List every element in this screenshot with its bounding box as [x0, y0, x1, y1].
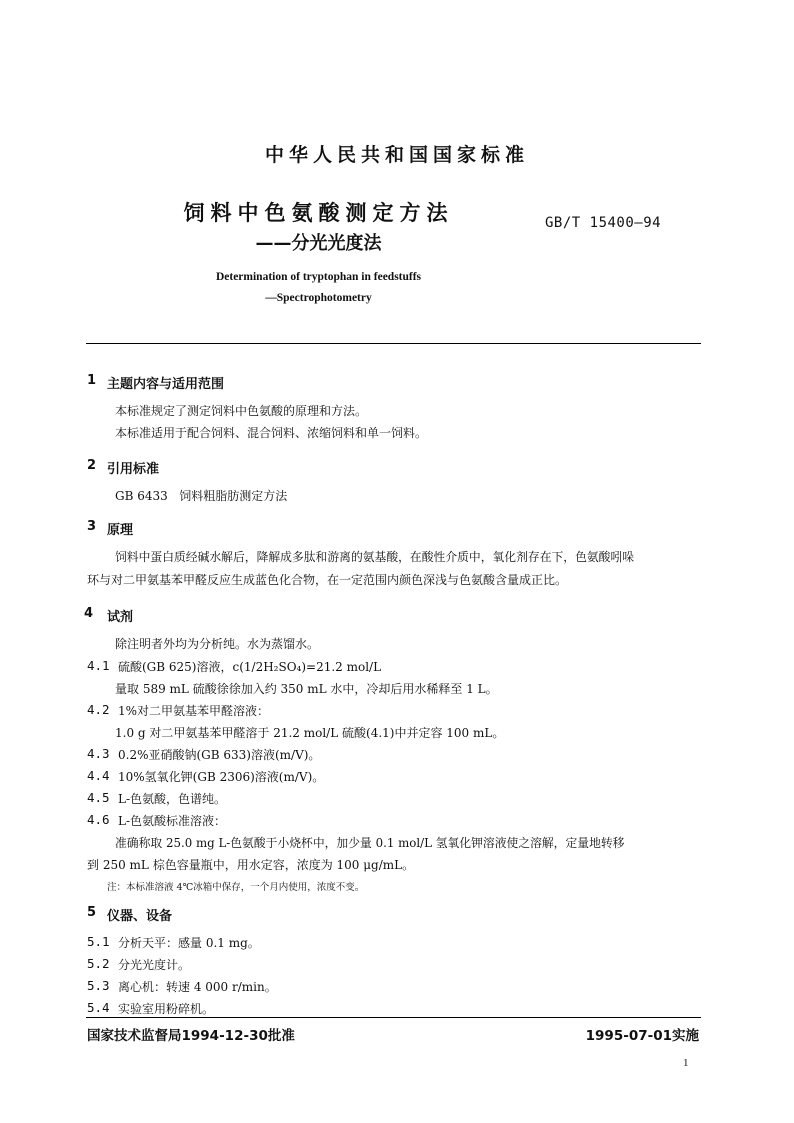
approval-date: 国家技术监督局1994-12-30批准	[87, 1028, 295, 1044]
item-number: 4.6	[87, 812, 110, 827]
section-2-number: 2	[87, 458, 97, 473]
item-number: 5.3	[87, 978, 110, 993]
item-number: 4.4	[87, 768, 110, 783]
item-text: 1%对二甲氨基苯甲醛溶液：	[118, 704, 270, 718]
english-title: Determination of tryptophan in feedstuffs	[215, 271, 422, 283]
item-number: 4.5	[87, 790, 110, 805]
footer-divider	[86, 1017, 701, 1018]
english-subtitle: —Spectrophotometry	[265, 292, 372, 304]
item-detail: 量取 589 mL 硫酸徐徐加入约 350 mL 水中，冷却后用水稀释至 1 L。	[115, 682, 498, 696]
item-number: 5.1	[87, 934, 110, 949]
storage-note: 注：本标准溶液 4℃冰箱中保存，一个月内使用，浓度不变。	[107, 882, 365, 893]
item-detail: 准确称取 25.0 mg L-色氨酸于小烧杯中，加少量 0.1 mol/L 氢氧化钾溶液使之溶解，定量地转移	[115, 836, 625, 850]
item-number: 5.4	[87, 1000, 110, 1015]
referenced-standard: GB 6433 饲料粗脂肪测定方法	[115, 489, 288, 503]
section-4-number: 4	[84, 606, 94, 621]
item-number: 4.3	[87, 746, 110, 761]
item-text: 硫酸(GB 625)溶液，c(1/2H₂SO₄)=21.2 mol/L	[118, 660, 382, 674]
reagent-intro: 除注明者外均为分析纯。水为蒸馏水。	[115, 637, 320, 651]
item-text: L-色氨酸标准溶液：	[118, 814, 227, 828]
section-1-paragraph: 本标准适用于配合饲料、混合饲料、浓缩饲料和单一饲料。	[115, 426, 428, 440]
item-text: 0.2%亚硝酸钠(GB 633)溶液(m/V)。	[118, 748, 321, 762]
section-4-heading: 试剂	[107, 610, 134, 625]
item-detail: 到 250 mL 棕色容量瓶中，用水定容，浓度为 100 μg/mL。	[87, 858, 415, 872]
item-text: 离心机：转速 4 000 r/min。	[118, 980, 277, 994]
section-5-heading: 仪器、设备	[107, 909, 173, 924]
item-detail: 1.0 g 对二甲氨基苯甲醛溶于 21.2 mol/L 硫酸(4.1)中并定容 100 mL。	[115, 726, 505, 740]
document-subtitle: ——分光光度法	[255, 233, 382, 254]
standard-number: GB/T 15400—94	[545, 215, 662, 231]
effective-date: 1995-07-01实施	[585, 1028, 699, 1044]
item-text: 实验室用粉碎机。	[118, 1002, 215, 1016]
section-3-heading: 原理	[107, 523, 134, 538]
item-number: 5.2	[87, 956, 110, 971]
issuing-organization: 中华人民共和国国家标准	[264, 144, 529, 166]
section-1-number: 1	[87, 373, 97, 388]
section-5-number: 5	[87, 905, 97, 920]
section-3-paragraph: 饲料中蛋白质经碱水解后，降解成多肽和游离的氨基酸，在酸性介质中，氧化剂存在下，色氨酸吲哚	[115, 550, 635, 564]
section-1-paragraph: 本标准规定了测定饲料中色氨酸的原理和方法。	[115, 404, 368, 418]
item-text: 10%氢氧化钾(GB 2306)溶液(m/V)。	[118, 770, 325, 784]
section-1-heading: 主题内容与适用范围	[107, 377, 225, 392]
section-3-number: 3	[87, 519, 97, 534]
header-divider	[86, 343, 701, 344]
item-number: 4.2	[87, 702, 110, 717]
item-text: 分光光度计。	[118, 958, 191, 972]
item-text: L-色氨酸，色谱纯。	[118, 792, 227, 806]
document-title: 饲料中色氨酸测定方法	[183, 201, 454, 225]
item-number: 4.1	[87, 658, 110, 673]
item-text: 分析天平：感量 0.1 mg。	[118, 936, 260, 950]
page-number: 1	[683, 1057, 689, 1069]
section-2-heading: 引用标准	[107, 462, 160, 477]
section-3-paragraph: 环与对二甲氨基苯甲醛反应生成蓝色化合物，在一定范围内颜色深浅与色氨酸含量成正比。	[87, 573, 568, 587]
